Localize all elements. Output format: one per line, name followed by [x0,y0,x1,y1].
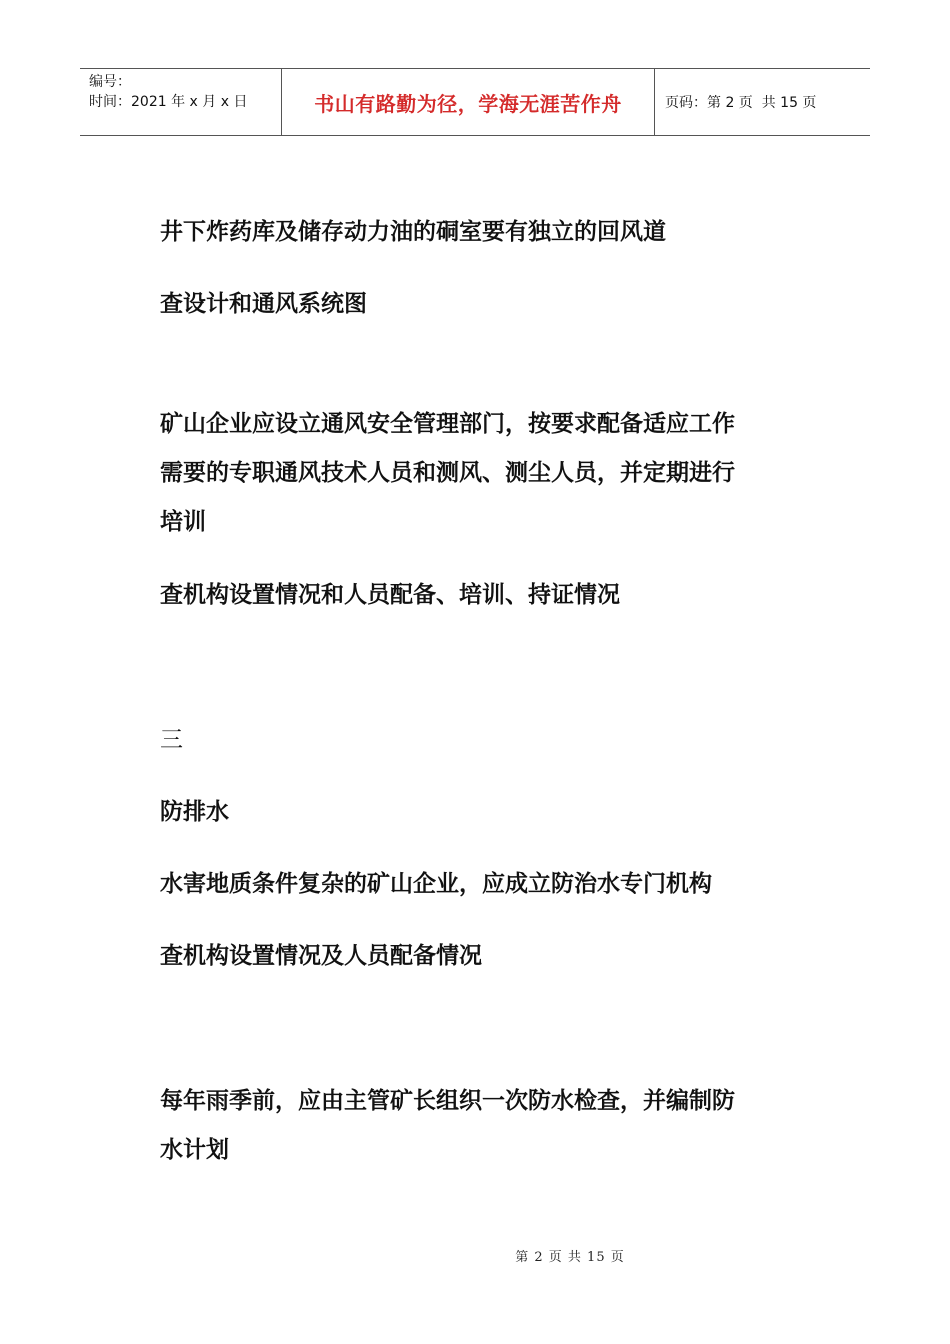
paragraph-3-line-3: 培训 [160,509,206,535]
number-label: 编号： [89,74,131,90]
paragraph-2: 查设计和通风系统图 [160,291,367,317]
page-footer: 第 2 页 共 15 页 [515,1250,625,1265]
section-title: 防排水 [160,799,229,825]
paragraph-9-line-1: 每年雨季前，应由主管矿长组织一次防水检查，并编制防 [160,1088,735,1114]
paragraph-3-line-2: 需要的专职通风技术人员和测风、测尘人员，并定期进行 [160,460,735,486]
header-page-info: 页码：第 2 页 共 15 页 [665,95,817,111]
paragraph-8: 查机构设置情况及人员配备情况 [160,943,482,969]
paragraph-9-line-2: 水计划 [160,1137,229,1163]
header-motto [282,69,655,135]
header-meta [80,69,282,135]
paragraph-4: 查机构设置情况和人员配备、培训、持证情况 [160,582,620,608]
paragraph-3-line-1: 矿山企业应设立通风安全管理部门，按要求配备适应工作 [160,411,735,437]
section-number: 三 [160,727,183,753]
page-header [80,68,870,136]
paragraph-1: 井下炸药库及储存动力油的硐室要有独立的回风道 [160,219,666,245]
paragraph-7: 水害地质条件复杂的矿山企业，应成立防治水专门机构 [160,871,712,897]
time-label: 时间：2021 年 x 月 x 日 [89,94,248,110]
motto-text: 书山有路勤为径，学海无涯苦作舟 [314,91,622,116]
